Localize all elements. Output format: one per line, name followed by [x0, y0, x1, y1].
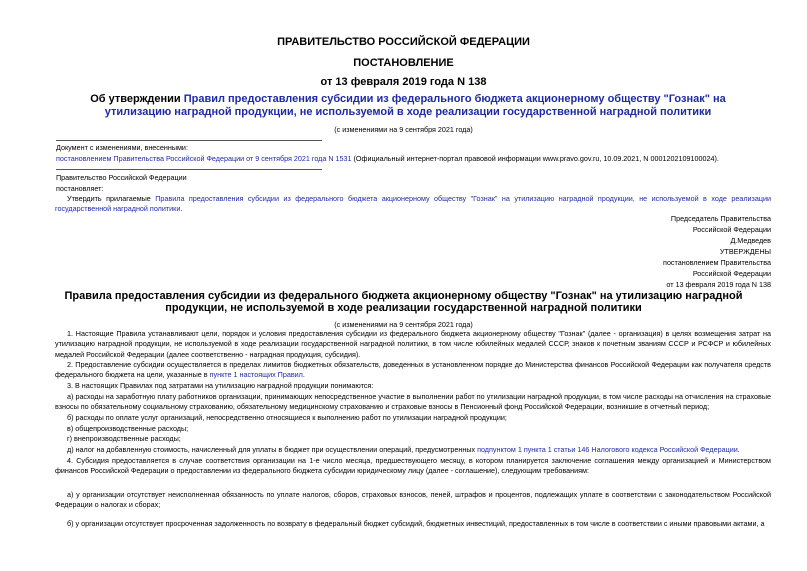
decree-government: Правительство Российской Федерации: [56, 173, 187, 182]
document-title: [60, 93, 756, 119]
tax-code-link[interactable]: подпунктом 1 пункта 1 статьи 146 Налогового кодекса Российской Федерации: [477, 445, 738, 454]
rules-changes-note: (с изменениями на 9 сентября 2021 года): [334, 320, 473, 329]
paragraph-4a: [55, 490, 771, 511]
paragraph-4-text: 4. Субсидия предоставляется в случае соответствия организации на 1-е число месяца, предшествующего месяцу, в котором планируется заключение соглашения между организацией и Министерством финансов Российской Федерации о предоставлении из федерального бюджета субсидии юридическому лицу (далее - соглашение), следующим требованиям:: [55, 456, 771, 476]
paragraph-3a: [55, 392, 771, 413]
paragraph-3v-text: в) общепроизводственные расходы;: [67, 424, 189, 433]
paragraph-3g-text: г) внепроизводственные расходы;: [67, 434, 181, 443]
paragraph-3b-text: б) расходы по оплате услуг организаций, непосредственно относящиеся к выполнению работ по утилизации наградной продукции;: [67, 413, 507, 422]
approved-label: УТВЕРЖДЕНЫ: [719, 247, 771, 256]
sign-position: Председатель Правительства: [670, 214, 771, 223]
title-rules-link[interactable]: Правил предоставления субсидии из федерального бюджета акционерному обществу "Гознак" на утилизацию наградной продукции, не используемой в ходе реализации государственной наградной политики: [104, 93, 726, 118]
approve-prefix: Утвердить прилагаемые: [67, 194, 156, 203]
paragraph-3: [55, 381, 771, 391]
paragraph-3d-text: д) налог на добавленную стоимость, начисленный для уплаты в бюджет при осуществлении операций, предусмотренных: [67, 445, 478, 454]
paragraph-3-text: 3. В настоящих Правилах под затратами на утилизацию наградной продукции понимаются:: [67, 381, 374, 390]
government-heading: ПРАВИТЕЛЬСТВО РОССИЙСКОЙ ФЕДЕРАЦИИ: [277, 36, 530, 48]
paragraph-2: [55, 360, 771, 381]
paragraph-3a-text: а) расходы на заработную плату работников организации, принимающих непосредственное участие в выполнении работ по утилизации наградной продукции, в том числе расходы на отчисления на страховые взносы по обязательному социальному страхованию, обязательному медицинскому страхованию и страховые взносы в Пенсионный фонд Российской Федерации, возникшие в отчетный период;: [55, 392, 771, 412]
paragraph-3b: [55, 413, 771, 423]
amend-label: Документ с изменениями, внесенными:: [56, 143, 188, 152]
rules-title: Правила предоставления субсидии из федерального бюджета акционерному обществу "Гознак" на утилизацию наградной продукции, не используемой в ходе реализации государственной наградной политики: [64, 290, 743, 314]
paragraph-4b: [55, 519, 771, 529]
paragraph-3d: [55, 445, 771, 455]
paragraph-4: [55, 456, 771, 477]
paragraph-2-link[interactable]: пункте 1 настоящих Правил: [209, 370, 303, 380]
divider: [56, 140, 322, 141]
paragraph-2-end: .: [302, 370, 305, 380]
paragraph-3v: [55, 424, 771, 434]
approved-country: Российской Федерации: [692, 269, 771, 278]
paragraph-1-text: 1. Настоящие Правила устанавливают цели, порядок и условия предоставления субсидии из федерального бюджета акционерному обществу "Гознак" (далее - организация) в целях возмещения затрат на утилизацию наградной продукции, не используемой в ходе реализации государственной наградной политики, в том числе юбилейных медалей СССР, знаков к почетным званиям СССР и РСФСР и юбилейных медалей Российской Федерации (далее соответственно - наградная продукция, субсидия).: [55, 329, 771, 359]
changes-note: (с изменениями на 9 сентября 2021 года): [334, 125, 473, 134]
document-type: ПОСТАНОВЛЕНИЕ: [353, 57, 454, 69]
sign-country: Российской Федерации: [692, 225, 771, 234]
amend-link[interactable]: постановлением Правительства Российской Федерации от 9 сентября 2021 года N 1531: [56, 154, 352, 163]
sign-name: Д.Медведев: [730, 236, 771, 245]
approved-by: постановлением Правительства: [663, 258, 771, 267]
paragraph-4b-text: б) у организации отсутствует просроченная задолженность по возврату в федеральный бюджет субсидий, бюджетных инвестиций, предоставленных в том числе в соответствии с иными правовыми актами, а: [67, 519, 765, 528]
approved-date: от 13 февраля 2019 года N 138: [666, 280, 771, 289]
paragraph-2-text: 2. Предоставление субсидии осуществляется в пределах лимитов бюджетных обязательств, доведенных в установленном порядке до Министерства финансов Российской Федерации как получателя средств федерального бюджета на цели, указанные в: [55, 360, 771, 380]
signature-block: [663, 213, 771, 290]
decree-approve: [55, 194, 771, 215]
document-date: от 13 февраля 2019 года N 138: [320, 76, 487, 88]
divider: [56, 169, 322, 170]
paragraph-1: [55, 329, 771, 360]
title-prefix: Об утверждении: [90, 93, 184, 105]
amend-tail: (Официальный интернет-портал правовой информации www.pravo.gov.ru, 10.09.2021, N 0001202109100024).: [351, 154, 719, 163]
paragraph-4a-text: а) у организации отсутствует неисполненная обязанность по уплате налогов, сборов, страховых взносов, пеней, штрафов и процентов, подлежащих уплате в соответствии с законодательством Российской Федерации о налогах и сборах;: [55, 490, 771, 510]
paragraph-3d-end: .: [737, 445, 740, 454]
approve-rules-link[interactable]: Правила предоставления субсидии из федерального бюджета акционерному обществу "Гознак" на утилизацию наградной продукции, не используемой в ходе реализации государственной наградной политики: [55, 194, 771, 214]
amend-line: [56, 154, 719, 164]
paragraph-3g: [55, 434, 771, 444]
decree-decides: постановляет:: [56, 184, 104, 193]
approve-suffix: .: [180, 204, 183, 214]
